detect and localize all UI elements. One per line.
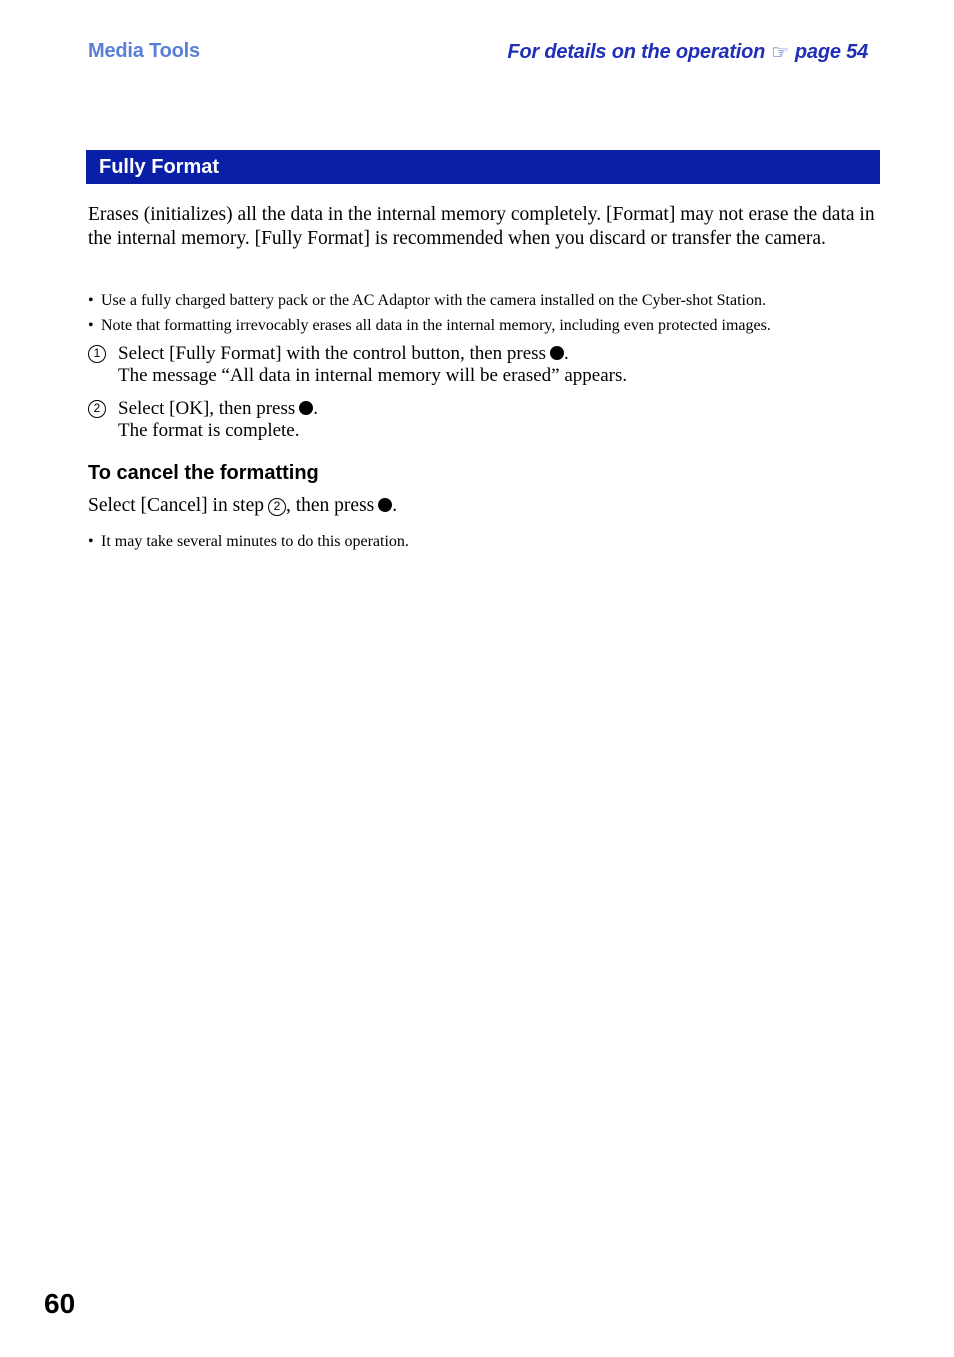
cancel-period: . — [392, 495, 398, 516]
notes-list — [88, 288, 888, 338]
cancel-heading: To cancel the formatting — [88, 462, 319, 484]
section-name: Media Tools — [88, 40, 200, 62]
step-result: The format is complete. — [118, 420, 300, 441]
step-number-icon: 1 — [88, 345, 106, 363]
step-period: . — [313, 398, 319, 419]
step-text — [118, 343, 878, 387]
note-text: It may take several minutes to do this operation. — [101, 533, 409, 550]
step-number-icon: 2 — [88, 400, 106, 418]
details-reference[interactable] — [507, 40, 868, 65]
page-reference[interactable]: page 54 — [794, 41, 868, 63]
step-1 — [88, 343, 878, 387]
note-item — [88, 288, 888, 313]
step-result: The message “All data in internal memory will be erased” appears. — [118, 365, 628, 386]
note-text: Note that formatting irrevocably erases all data in the internal memory, including even protected images. — [101, 317, 771, 334]
bullet: • — [88, 292, 94, 309]
cancel-instruction — [88, 494, 397, 518]
section-title-bar — [86, 150, 880, 184]
note-text: Use a fully charged battery pack or the AC Adaptor with the camera installed on the Cyber-shot Station. — [101, 292, 766, 309]
bullet: • — [88, 317, 94, 334]
bullet: • — [88, 533, 94, 550]
section-title: Fully Format — [99, 155, 220, 178]
cancel-text-after: , then press — [285, 495, 375, 516]
step-instruction: Select [OK], then press — [118, 398, 296, 419]
page-number: 60 — [44, 1288, 76, 1319]
center-button-icon — [378, 498, 392, 512]
step-number-icon: 2 — [268, 498, 286, 516]
center-button-icon — [550, 346, 564, 360]
intro-paragraph: Erases (initializes) all the data in the internal memory completely. [Format] may not erase the data in the internal memory. [Fully Format] is recommended when you discard or transfer the camera. — [88, 204, 875, 249]
pointing-hand-icon: ☞ — [771, 42, 789, 64]
note-item — [88, 313, 888, 338]
step-period: . — [563, 343, 569, 364]
center-button-icon — [299, 401, 313, 415]
cancel-note — [88, 530, 409, 554]
step-2 — [88, 398, 878, 442]
cancel-text: Select [Cancel] in step — [88, 495, 264, 516]
step-text — [118, 398, 878, 442]
details-text: For details on the operation — [507, 41, 766, 63]
step-instruction: Select [Fully Format] with the control button, then press — [118, 343, 546, 364]
